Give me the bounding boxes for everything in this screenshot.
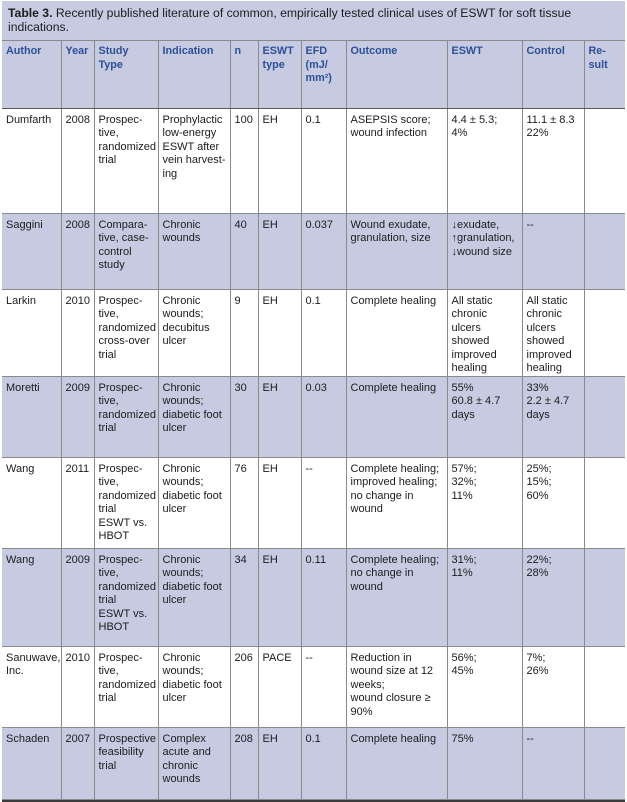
cell-result [584,727,625,799]
cell-eswt-type: EH [258,213,301,289]
cell-eswt: 55% 60.8 ± 4.7 days [447,376,522,457]
cell-outcome: Wound exudate, granulation, size [346,213,447,289]
cell-indication: Chronic wounds; diabetic foot ulcer [158,646,230,727]
cell-efd: -- [301,646,346,727]
cell-year: 2009 [61,548,94,646]
literature-table [2,41,625,800]
cell-outcome: Complete healing; no change in wound [346,548,447,646]
cell-result [584,548,625,646]
header-result: Re- sult [584,41,625,108]
cell-efd: 0.1 [301,727,346,799]
cell-result [584,213,625,289]
cell-eswt-type: EH [258,289,301,376]
table-row [2,727,625,799]
cell-author: Moretti [2,376,61,457]
cell-indication: Chronic wounds; diabetic foot ulcer [158,376,230,457]
cell-control: 11.1 ± 8.3 22% [522,108,584,213]
cell-author: Dumfarth [2,108,61,213]
cell-control: 7%; 26% [522,646,584,727]
cell-efd: 0.1 [301,108,346,213]
cell-year: 2007 [61,727,94,799]
header-year: Year [61,41,94,108]
header-control: Control [522,41,584,108]
cell-outcome: ASEPSIS score; wound infection [346,108,447,213]
cell-indication: Complex acute and chronic wounds [158,727,230,799]
cell-eswt-type: EH [258,727,301,799]
cell-n: 30 [230,376,258,457]
header-eswt-type: ESWT type [258,41,301,108]
table-caption [2,1,625,41]
cell-indication: Prophylactic low-energy ESWT after vein harvest- ing [158,108,230,213]
table-row [2,548,625,646]
cell-control: 22%; 28% [522,548,584,646]
table-row [2,289,625,376]
cell-control: 33% 2.2 ± 4.7 days [522,376,584,457]
cell-study-type: Prospec- tive, randomized cross-over trial [94,289,158,376]
cell-eswt-type: EH [258,548,301,646]
cell-control: -- [522,727,584,799]
cell-outcome: Complete healing [346,727,447,799]
caption-label: Table 3. [8,6,53,20]
cell-n: 40 [230,213,258,289]
cell-control: -- [522,213,584,289]
cell-year: 2009 [61,376,94,457]
cell-indication: Chronic wounds [158,213,230,289]
cell-outcome: Complete healing; improved healing; no change in wound [346,457,447,548]
cell-result [584,646,625,727]
cell-indication: Chronic wounds; diabetic foot ulcer [158,548,230,646]
cell-outcome: Complete healing [346,289,447,376]
cell-year: 2008 [61,213,94,289]
header-study-type: Study Type [94,41,158,108]
cell-study-type: Prospec- tive, randomized trial [94,376,158,457]
cell-efd: -- [301,457,346,548]
cell-study-type: Prospec- tive, randomized trial [94,108,158,213]
cell-eswt-type: EH [258,457,301,548]
cell-eswt-type: EH [258,376,301,457]
cell-outcome: Reduction in wound size at 12 weeks; wound closure ≥ 90% [346,646,447,727]
cell-eswt: 57%; 32%; 11% [447,457,522,548]
header-outcome: Outcome [346,41,447,108]
cell-control: All static chronic ulcers showed improved healing [522,289,584,376]
cell-efd: 0.03 [301,376,346,457]
cell-author: Wang [2,457,61,548]
cell-study-type: Prospective feasibility trial [94,727,158,799]
cell-efd: 0.11 [301,548,346,646]
header-indication: Indication [158,41,230,108]
header-row [2,41,625,108]
cell-eswt: 75% [447,727,522,799]
cell-n: 34 [230,548,258,646]
cell-result [584,376,625,457]
cell-n: 208 [230,727,258,799]
table-row [2,457,625,548]
cell-eswt: All static chronic ulcers showed improved healing [447,289,522,376]
table-figure [2,1,625,802]
table-row [2,376,625,457]
cell-n: 100 [230,108,258,213]
header-eswt: ESWT [447,41,522,108]
cell-control: 25%; 15%; 60% [522,457,584,548]
cell-study-type: Prospec- tive, randomized trial ESWT vs. HBOT [94,457,158,548]
cell-year: 2010 [61,646,94,727]
cell-author: Saggini [2,213,61,289]
cell-outcome: Complete healing [346,376,447,457]
cell-author: Schaden [2,727,61,799]
cell-eswt: 56%; 45% [447,646,522,727]
cell-year: 2008 [61,108,94,213]
cell-n: 76 [230,457,258,548]
cell-indication: Chronic wounds; diabetic foot ulcer [158,457,230,548]
table-row [2,213,625,289]
cell-year: 2011 [61,457,94,548]
header-author: Author [2,41,61,108]
cell-eswt: ↓exudate, ↑granulation, ↓wound size [447,213,522,289]
cell-author: Wang [2,548,61,646]
cell-eswt: 4.4 ± 5.3; 4% [447,108,522,213]
cell-indication: Chronic wounds; decubitus ulcer [158,289,230,376]
cell-result [584,457,625,548]
cell-eswt-type: EH [258,108,301,213]
caption-text: Recently published literature of common, empirically tested clinical uses of ESWT for soft tissue indications. [8,6,572,34]
header-n: n [230,41,258,108]
cell-eswt-type: PACE [258,646,301,727]
cell-study-type: Prospec- tive, randomized trial [94,646,158,727]
cell-n: 9 [230,289,258,376]
cell-author: Sanuwave, Inc. [2,646,61,727]
cell-efd: 0.037 [301,213,346,289]
cell-study-type: Prospec- tive, randomized trial ESWT vs. HBOT [94,548,158,646]
header-efd: EFD (mJ/ mm²) [301,41,346,108]
cell-author: Larkin [2,289,61,376]
cell-result [584,289,625,376]
cell-study-type: Compara- tive, case- control study [94,213,158,289]
cell-efd: 0.1 [301,289,346,376]
table-row [2,108,625,213]
cell-n: 206 [230,646,258,727]
cell-eswt: 31%; 11% [447,548,522,646]
cell-result [584,108,625,213]
cell-year: 2010 [61,289,94,376]
table-row [2,646,625,727]
